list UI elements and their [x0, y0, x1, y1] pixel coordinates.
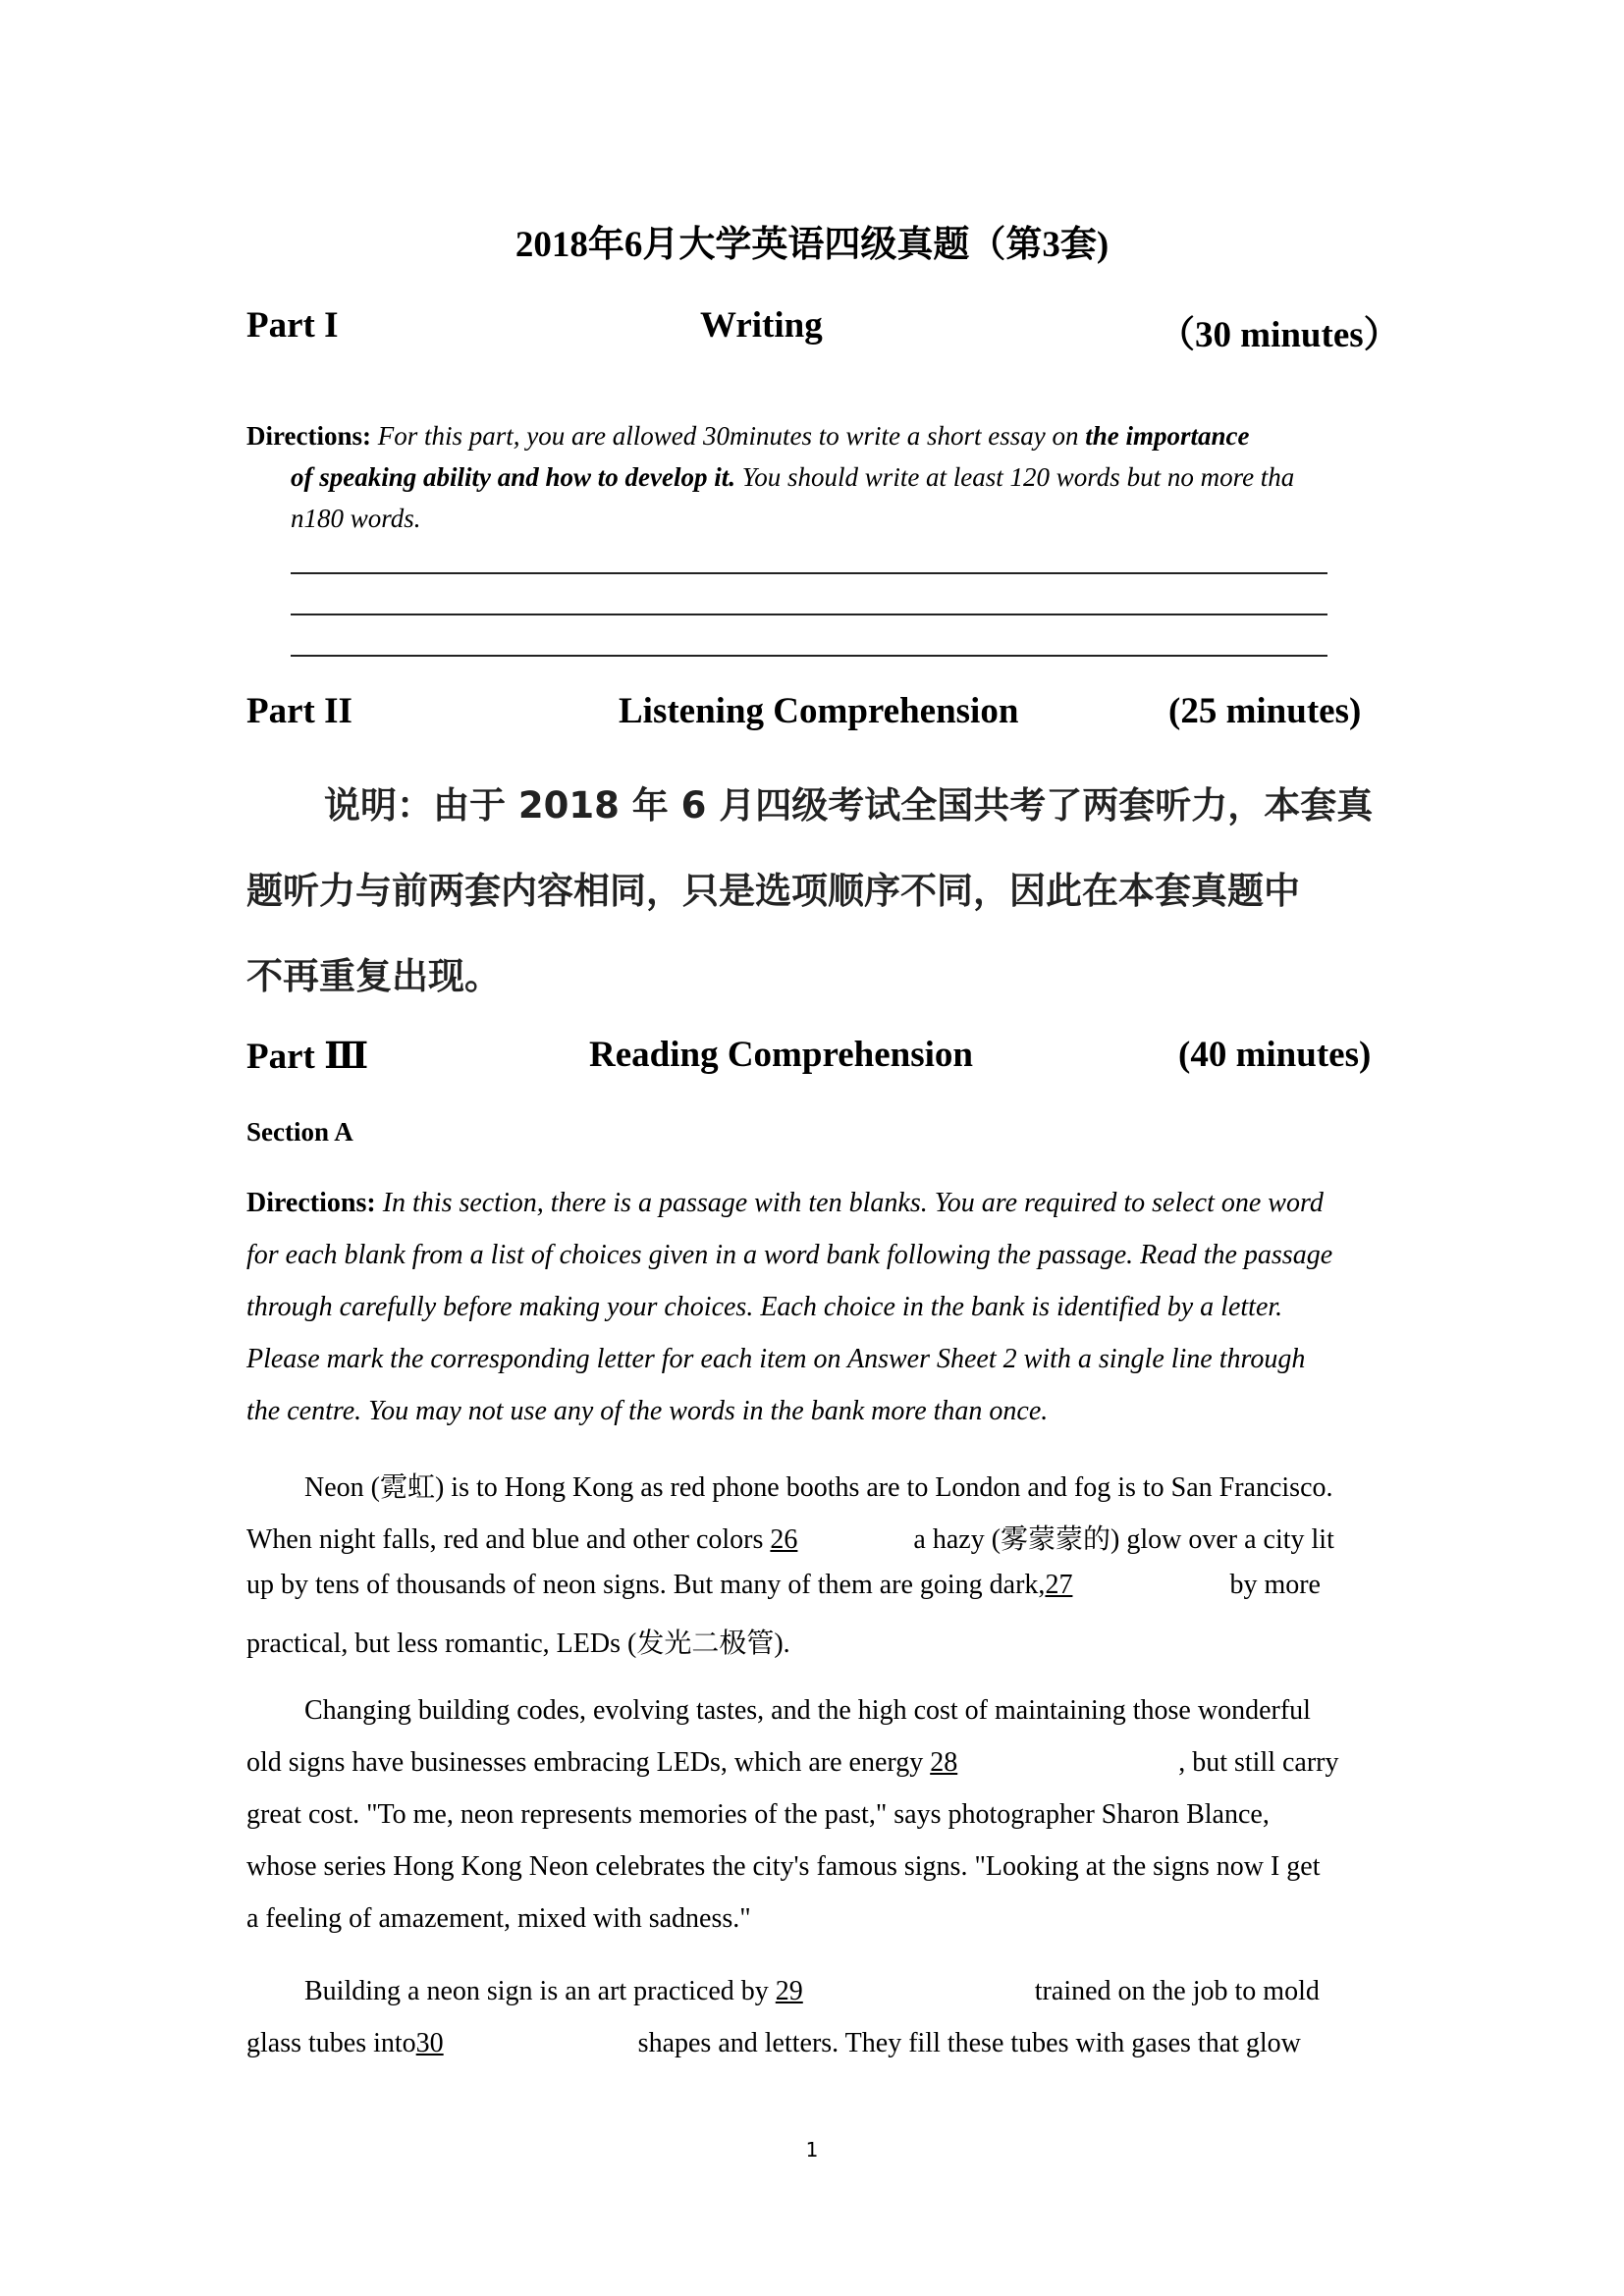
section-a-heading: Section A [246, 1117, 353, 1147]
part1-directions-line3 [291, 498, 421, 539]
part2-note-line1: 说明：由于 2018 年 6 月四级考试全国共考了两套听力，本套真 [324, 784, 1374, 827]
passage-text: old signs have businesses embracing LEDs, which are energy [246, 1747, 931, 1778]
part2-time: (25 minutes) [1168, 691, 1362, 731]
passage-p2-line4: whose series Hong Kong Neon celebrates the city's famous signs. "Looking at the signs now I get [246, 1851, 1321, 1882]
directions-topic-cont: of speaking ability and how to develop it. [291, 462, 735, 492]
passage-p2-line3: great cost. "To me, neon represents memories of the past," says photographer Sharon Blance, [246, 1799, 1270, 1830]
directions-text-end: n180 words. [291, 504, 421, 533]
part2-name: Listening Comprehension [619, 691, 1019, 731]
part2-note-line3: 不再重复出现。 [246, 955, 501, 997]
directions-text-cont: You should write at least 120 words but no more tha [735, 462, 1295, 492]
passage-p2-line2 [246, 1747, 1339, 1779]
document-title: 2018年6月大学英语四级真题（第3套) [514, 225, 1110, 265]
passage-p1-line3 [246, 1570, 1321, 1601]
directions-label: Directions: [246, 1188, 376, 1218]
part3-label: Part Ⅲ [246, 1037, 369, 1077]
part1-time: （30 minutes） [1159, 315, 1400, 355]
blank-28[interactable]: 28 [930, 1747, 958, 1778]
part3-name: Reading Comprehension [589, 1035, 973, 1075]
answer-line[interactable] [291, 572, 1327, 574]
part1-label: Part I [246, 305, 339, 346]
part3-directions-line4: Please mark the corresponding letter for each item on Answer Sheet 2 with a single line through [246, 1344, 1306, 1374]
passage-text: up by tens of thousands of neon signs. But many of them are going dark, [246, 1570, 1046, 1600]
part3-directions-line1 [246, 1188, 1324, 1219]
passage-text: by more [1229, 1570, 1321, 1600]
passage-text: shapes and letters. They fill these tubes with gases that glow [637, 2028, 1301, 2058]
blank-29[interactable]: 29 [775, 1976, 803, 2006]
passage-text: , but still carry [1178, 1747, 1339, 1778]
passage-p1-line1: Neon (霓虹) is to Hong Kong as red phone booths are to London and fog is to San Francisco. [304, 1472, 1333, 1503]
directions-text: For this part, you are allowed 30minutes to write a short essay on [377, 421, 1086, 451]
passage-text: a hazy (雾蒙蒙的) glow over a city lit [913, 1524, 1334, 1555]
blank-30[interactable]: 30 [415, 2028, 444, 2058]
passage-p2-line1: Changing building codes, evolving tastes, and the high cost of maintaining those wonderful [304, 1695, 1311, 1726]
part3-directions-line5: the centre. You may not use any of the words in the bank more than once. [246, 1396, 1049, 1426]
part3-time: (40 minutes) [1178, 1035, 1372, 1075]
part3-directions-line3: through carefully before making your choices. Each choice in the bank is identified by a letter. [246, 1292, 1283, 1322]
passage-text: trained on the job to mold [1034, 1976, 1320, 2006]
part2-label: Part II [246, 691, 352, 731]
part1-directions-line2 [291, 456, 1294, 498]
passage-p1-line4: practical, but less romantic, LEDs (发光二极管). [246, 1629, 790, 1659]
passage-p3-line1 [304, 1976, 1320, 2007]
directions-label: Directions: [246, 421, 371, 451]
passage-p1-line2 [246, 1518, 1334, 1557]
part1-name: Writing [700, 305, 823, 346]
part1-directions-line1 [246, 415, 1249, 456]
passage-text: glass tubes into [246, 2028, 416, 2058]
directions-text: In this section, there is a passage with ten blanks. You are required to select one word [375, 1188, 1324, 1218]
part3-directions-line2: for each blank from a list of choices given in a word bank following the passage. Read the passage [246, 1240, 1333, 1270]
answer-line[interactable] [291, 614, 1327, 615]
page-number: 1 [805, 2138, 819, 2162]
passage-text: Building a neon sign is an art practiced by [304, 1976, 776, 2006]
part2-note-line2: 题听力与前两套内容相同，只是选项顺序不同，因此在本套真题中 [246, 870, 1300, 912]
passage-p2-line5: a feeling of amazement, mixed with sadness." [246, 1903, 751, 1934]
passage-p3-line2 [246, 2028, 1301, 2059]
blank-26[interactable]: 26 [770, 1524, 798, 1555]
answer-line[interactable] [291, 655, 1327, 657]
passage-text: When night falls, red and blue and other colors [246, 1524, 771, 1555]
blank-27[interactable]: 27 [1045, 1570, 1073, 1600]
directions-topic: the importance [1085, 421, 1250, 451]
